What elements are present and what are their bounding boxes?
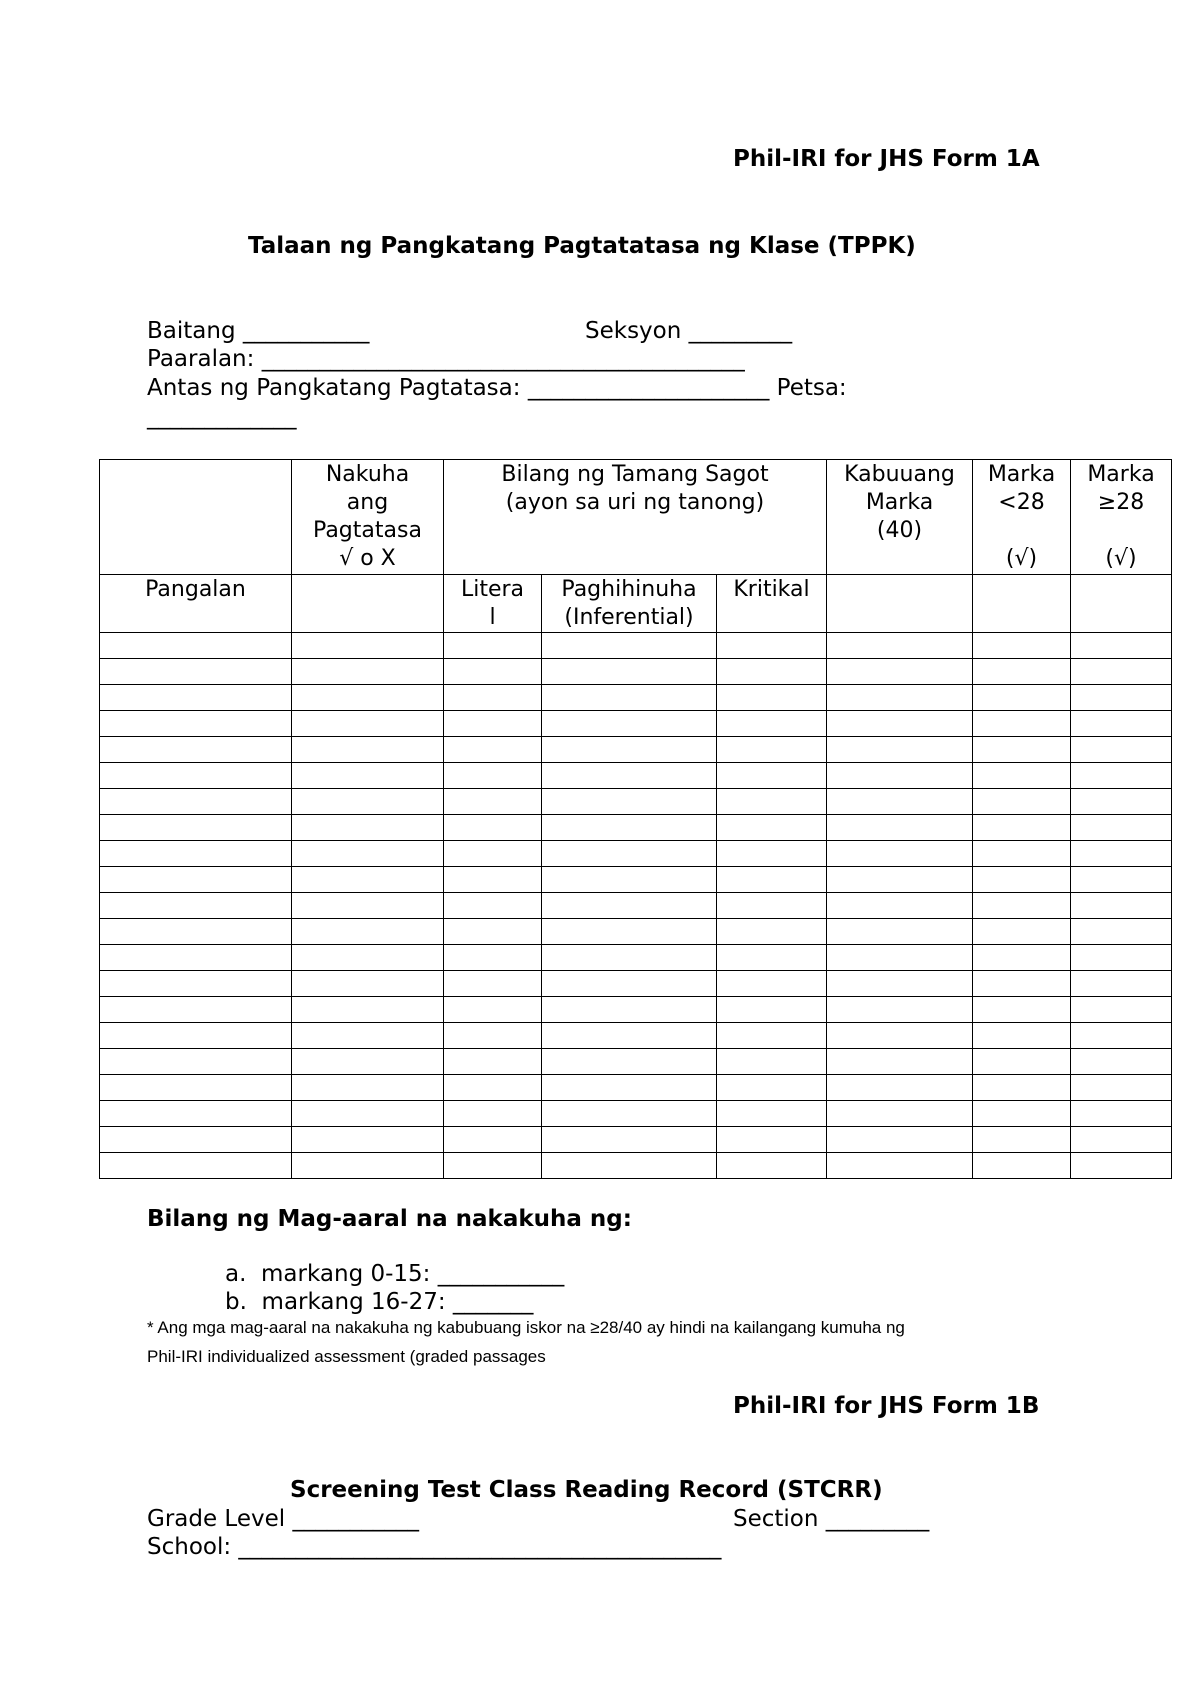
table-cell[interactable] (827, 1023, 973, 1049)
header-paghihinuha-line2: (Inferential) (564, 605, 694, 630)
table-cell[interactable] (827, 945, 973, 971)
header-literal-line2: l (489, 605, 496, 630)
header-kabuuang-line1: Kabuuang (844, 462, 955, 487)
table-cell[interactable] (100, 685, 292, 711)
table-cell[interactable] (542, 763, 717, 789)
table-cell[interactable] (292, 893, 444, 919)
table-cell[interactable] (973, 1101, 1071, 1127)
table-cell[interactable] (717, 1153, 827, 1179)
table-cell[interactable] (100, 711, 292, 737)
table-row (100, 1023, 1172, 1049)
table-cell[interactable] (973, 945, 1071, 971)
grade-level-blank[interactable]: ___________ (292, 1506, 419, 1532)
grade-level-field (147, 1506, 419, 1532)
header-marka-lt28-line2: <28 (998, 490, 1045, 515)
item-a-marker: a. (225, 1261, 247, 1287)
table-cell[interactable] (717, 815, 827, 841)
table-cell[interactable] (444, 685, 542, 711)
seksyon-blank[interactable]: _________ (688, 318, 793, 344)
school-label: School: (147, 1534, 232, 1560)
table-cell[interactable] (1071, 997, 1172, 1023)
table-cell[interactable] (1071, 737, 1172, 763)
summary-heading: Bilang ng Mag-aaral na nakakuha ng: (147, 1206, 632, 1232)
table-cell[interactable] (100, 1023, 292, 1049)
grade-level-label: Grade Level (147, 1506, 286, 1532)
table-cell[interactable] (973, 633, 1071, 659)
header-marka-lt28-check: (√) (1005, 546, 1038, 571)
table-header-row-1 (100, 460, 1172, 575)
header-marka-ge28-line2: ≥28 (1097, 490, 1145, 515)
table-cell[interactable] (292, 997, 444, 1023)
table-cell[interactable] (100, 945, 292, 971)
table-cell[interactable] (100, 789, 292, 815)
table-cell[interactable] (973, 789, 1071, 815)
table-row (100, 971, 1172, 997)
table-cell[interactable] (973, 867, 1071, 893)
table-cell[interactable] (827, 789, 973, 815)
table-cell[interactable] (1071, 1101, 1172, 1127)
header-literal-line1: Litera (460, 577, 525, 602)
table-cell[interactable] (717, 1127, 827, 1153)
table-cell[interactable] (292, 789, 444, 815)
header-nakuha-line3: Pagtatasa (313, 518, 422, 543)
table-cell[interactable] (542, 815, 717, 841)
table-cell[interactable] (1071, 1023, 1172, 1049)
header-nakuha (292, 460, 444, 575)
table-row (100, 659, 1172, 685)
header-pangalan: Pangalan (100, 575, 292, 633)
table-row (100, 1049, 1172, 1075)
table-row (100, 1127, 1172, 1153)
table-cell[interactable] (100, 919, 292, 945)
table-cell[interactable] (542, 1049, 717, 1075)
table-cell[interactable] (827, 633, 973, 659)
table-row (100, 789, 1172, 815)
table-cell[interactable] (827, 815, 973, 841)
table-cell[interactable] (444, 919, 542, 945)
header-nakuha-line4: √ o X (339, 546, 396, 571)
table-cell[interactable] (973, 815, 1071, 841)
note-line-1: * Ang mga mag-aaral na nakakuha ng kabubuang iskor na ≥28/40 ay hindi na kailangang kumuha ng (147, 1318, 905, 1337)
header-empty-cell (292, 575, 444, 633)
table-cell[interactable] (542, 945, 717, 971)
paaralan-label: Paaralan: (147, 346, 255, 372)
table-cell[interactable] (100, 815, 292, 841)
table-cell[interactable] (444, 971, 542, 997)
table-cell[interactable] (542, 1023, 717, 1049)
table-cell[interactable] (717, 659, 827, 685)
table-cell[interactable] (717, 711, 827, 737)
item-b-marker: b. (225, 1289, 247, 1315)
table-row (100, 1075, 1172, 1101)
table-cell[interactable] (827, 893, 973, 919)
table-cell[interactable] (827, 841, 973, 867)
header-marka-lt28 (973, 460, 1071, 575)
table-row (100, 815, 1172, 841)
table-row (100, 841, 1172, 867)
table-cell[interactable] (1071, 867, 1172, 893)
table-cell[interactable] (542, 1127, 717, 1153)
header-marka-ge28-line1: Marka (1087, 462, 1155, 487)
table-cell[interactable] (444, 841, 542, 867)
baitang-field (147, 318, 369, 344)
table-cell[interactable] (100, 737, 292, 763)
table-cell[interactable] (100, 1153, 292, 1179)
table-cell[interactable] (973, 711, 1071, 737)
table-cell[interactable] (717, 919, 827, 945)
table-cell[interactable] (100, 997, 292, 1023)
table-cell[interactable] (100, 1075, 292, 1101)
tppk-table (99, 459, 1172, 1179)
summary-item-a (225, 1261, 564, 1287)
table-row (100, 763, 1172, 789)
table-cell[interactable] (973, 841, 1071, 867)
table-cell[interactable] (973, 1049, 1071, 1075)
table-cell[interactable] (827, 1101, 973, 1127)
paaralan-field (147, 346, 745, 372)
table-cell[interactable] (292, 1101, 444, 1127)
header-nakuha-line1: Nakuha (325, 462, 410, 487)
table-cell[interactable] (717, 633, 827, 659)
baitang-label: Baitang (147, 318, 236, 344)
table-cell[interactable] (973, 1127, 1071, 1153)
form-1a-id: Phil-IRI for JHS Form 1A (733, 146, 1040, 172)
table-cell[interactable] (827, 919, 973, 945)
table-cell[interactable] (292, 737, 444, 763)
table-cell[interactable] (827, 659, 973, 685)
table-cell[interactable] (100, 659, 292, 685)
table-cell[interactable] (292, 815, 444, 841)
table-cell[interactable] (100, 1049, 292, 1075)
header-nakuha-line2: ang (346, 490, 389, 515)
table-cell[interactable] (973, 737, 1071, 763)
table-cell[interactable] (827, 737, 973, 763)
table-row (100, 685, 1172, 711)
baitang-blank[interactable]: ___________ (242, 318, 370, 344)
table-cell[interactable] (1071, 763, 1172, 789)
table-cell[interactable] (292, 633, 444, 659)
table-cell[interactable] (292, 1075, 444, 1101)
table-cell[interactable] (542, 841, 717, 867)
item-b-label: markang 16-27: (261, 1289, 446, 1315)
table-row (100, 945, 1172, 971)
table-cell[interactable] (827, 711, 973, 737)
table-cell[interactable] (444, 737, 542, 763)
table-cell[interactable] (542, 685, 717, 711)
table-cell[interactable] (717, 971, 827, 997)
table-cell[interactable] (542, 737, 717, 763)
table-cell[interactable] (973, 971, 1071, 997)
table-cell[interactable] (444, 633, 542, 659)
school-field (147, 1534, 721, 1560)
table-cell[interactable] (1071, 1153, 1172, 1179)
table-cell[interactable] (717, 685, 827, 711)
table-cell[interactable] (542, 711, 717, 737)
table-cell[interactable] (100, 1127, 292, 1153)
table-cell[interactable] (827, 1127, 973, 1153)
item-a-label: markang 0-15: (261, 1261, 431, 1287)
table-cell[interactable] (100, 893, 292, 919)
summary-item-b (225, 1289, 533, 1315)
table-cell[interactable] (1071, 841, 1172, 867)
table-cell[interactable] (444, 867, 542, 893)
table-cell[interactable] (542, 971, 717, 997)
table-cell[interactable] (292, 867, 444, 893)
table-cell[interactable] (292, 1127, 444, 1153)
table-cell[interactable] (1071, 789, 1172, 815)
table-cell[interactable] (827, 867, 973, 893)
table-cell[interactable] (1071, 1049, 1172, 1075)
table-cell[interactable] (292, 1153, 444, 1179)
table-cell[interactable] (542, 893, 717, 919)
table-cell[interactable] (1071, 685, 1172, 711)
table-row (100, 919, 1172, 945)
table-cell[interactable] (444, 945, 542, 971)
table-cell[interactable] (1071, 971, 1172, 997)
header-paghihinuha-line1: Paghihinuha (561, 577, 697, 602)
header-kabuuang-line2: Marka (865, 490, 934, 515)
table-cell[interactable] (717, 1075, 827, 1101)
table-cell[interactable] (542, 1075, 717, 1101)
table-cell[interactable] (717, 867, 827, 893)
section-field (733, 1506, 929, 1532)
table-cell[interactable] (542, 789, 717, 815)
table-row (100, 893, 1172, 919)
table-cell[interactable] (444, 997, 542, 1023)
header-bilang-line1: Bilang ng Tamang Sagot (501, 462, 769, 487)
table-cell[interactable] (973, 1075, 1071, 1101)
table-cell[interactable] (717, 945, 827, 971)
table-cell[interactable] (292, 685, 444, 711)
table-cell[interactable] (444, 763, 542, 789)
table-cell[interactable] (292, 1023, 444, 1049)
table-cell[interactable] (717, 1049, 827, 1075)
table-cell[interactable] (717, 737, 827, 763)
header-literal (444, 575, 542, 633)
form-1a-title: Talaan ng Pangkatang Pagtatatasa ng Klase (TPPK) (248, 233, 916, 259)
antas-label: Antas ng Pangkatang Pagtatasa: (147, 375, 521, 401)
table-cell[interactable] (1071, 1127, 1172, 1153)
petsa-label: Petsa: (776, 375, 847, 401)
table-cell[interactable] (100, 971, 292, 997)
table-cell[interactable] (973, 763, 1071, 789)
table-cell[interactable] (542, 633, 717, 659)
header-paghihinuha (542, 575, 717, 633)
item-a-blank[interactable]: ___________ (437, 1261, 565, 1287)
table-row (100, 711, 1172, 737)
table-cell[interactable] (444, 789, 542, 815)
table-cell[interactable] (827, 1153, 973, 1179)
header-marka-ge28-check: (√) (1105, 546, 1137, 571)
table-cell[interactable] (717, 997, 827, 1023)
form-1b-id: Phil-IRI for JHS Form 1B (733, 1393, 1040, 1419)
form-1b-title: Screening Test Class Reading Record (STCRR) (290, 1477, 883, 1503)
table-cell[interactable] (827, 997, 973, 1023)
table-cell[interactable] (542, 1153, 717, 1179)
table-cell[interactable] (444, 1101, 542, 1127)
table-cell[interactable] (1071, 893, 1172, 919)
header-kritikal: Kritikal (717, 575, 827, 633)
table-cell[interactable] (717, 763, 827, 789)
table-cell[interactable] (444, 1023, 542, 1049)
table-cell[interactable] (444, 1127, 542, 1153)
header-empty-cell (100, 460, 292, 575)
table-cell[interactable] (292, 841, 444, 867)
header-bilang-line2: (ayon sa uri ng tanong) (505, 490, 765, 515)
seksyon-field (585, 318, 792, 344)
table-cell[interactable] (973, 1153, 1071, 1179)
table-cell[interactable] (444, 659, 542, 685)
antas-field (147, 375, 847, 401)
table-cell[interactable] (717, 841, 827, 867)
table-cell[interactable] (542, 997, 717, 1023)
table-row (100, 1153, 1172, 1179)
table-header-row-2 (100, 575, 1172, 633)
table-cell[interactable] (444, 1049, 542, 1075)
table-cell[interactable] (827, 685, 973, 711)
table-cell[interactable] (542, 919, 717, 945)
table-cell[interactable] (973, 893, 1071, 919)
seksyon-label: Seksyon (585, 318, 682, 344)
table-cell[interactable] (444, 1075, 542, 1101)
table-cell[interactable] (1071, 633, 1172, 659)
table-cell[interactable] (444, 815, 542, 841)
table-cell[interactable] (1071, 711, 1172, 737)
section-blank[interactable]: _________ (825, 1506, 930, 1532)
table-cell[interactable] (1071, 1075, 1172, 1101)
table-cell[interactable] (100, 841, 292, 867)
table-cell[interactable] (542, 659, 717, 685)
table-cell[interactable] (973, 997, 1071, 1023)
table-cell[interactable] (1071, 815, 1172, 841)
table-cell[interactable] (292, 1049, 444, 1075)
table-cell[interactable] (973, 659, 1071, 685)
header-marka-ge28 (1071, 460, 1172, 575)
table-cell[interactable] (292, 945, 444, 971)
table-cell[interactable] (542, 867, 717, 893)
section-label: Section (733, 1506, 819, 1532)
header-marka-lt28-line1: Marka (987, 462, 1056, 487)
table-cell[interactable] (292, 971, 444, 997)
table-cell[interactable] (100, 633, 292, 659)
item-b-blank[interactable]: _______ (452, 1289, 534, 1315)
table-cell[interactable] (100, 867, 292, 893)
table-cell[interactable] (444, 893, 542, 919)
table-cell[interactable] (100, 763, 292, 789)
antas-blank[interactable]: _____________________ (527, 375, 770, 401)
header-empty-cell (973, 575, 1071, 633)
table-cell[interactable] (292, 919, 444, 945)
table-cell[interactable] (1071, 945, 1172, 971)
table-cell[interactable] (1071, 659, 1172, 685)
table-row (100, 1101, 1172, 1127)
table-cell[interactable] (717, 789, 827, 815)
table-cell[interactable] (717, 1023, 827, 1049)
table-cell[interactable] (542, 1101, 717, 1127)
header-bilang (444, 460, 827, 575)
header-empty-cell (1071, 575, 1172, 633)
table-cell[interactable] (444, 711, 542, 737)
table-cell[interactable] (827, 1075, 973, 1101)
header-empty-cell (827, 575, 973, 633)
table-cell[interactable] (292, 711, 444, 737)
header-kabuuang-line3: (40) (876, 518, 923, 543)
table-cell[interactable] (973, 919, 1071, 945)
paaralan-blank[interactable]: __________________________________________ (261, 346, 745, 372)
table-cell[interactable] (827, 971, 973, 997)
table-cell[interactable] (973, 1023, 1071, 1049)
table-row (100, 867, 1172, 893)
note-line-2: Phil-IRI individualized assessment (graded passages (147, 1347, 546, 1366)
table-row (100, 997, 1172, 1023)
table-cell[interactable] (100, 1101, 292, 1127)
header-kabuuang (827, 460, 973, 575)
table-cell[interactable] (827, 1049, 973, 1075)
table-cell[interactable] (292, 763, 444, 789)
table-cell[interactable] (827, 763, 973, 789)
table-row (100, 737, 1172, 763)
table-row (100, 633, 1172, 659)
table-cell[interactable] (444, 1153, 542, 1179)
table-cell[interactable] (973, 685, 1071, 711)
table-cell[interactable] (292, 659, 444, 685)
table-cell[interactable] (1071, 919, 1172, 945)
school-blank[interactable]: __________________________________________ (238, 1534, 722, 1560)
table-cell[interactable] (717, 893, 827, 919)
table-cell[interactable] (717, 1101, 827, 1127)
petsa-blank[interactable]: _____________ (147, 404, 297, 430)
